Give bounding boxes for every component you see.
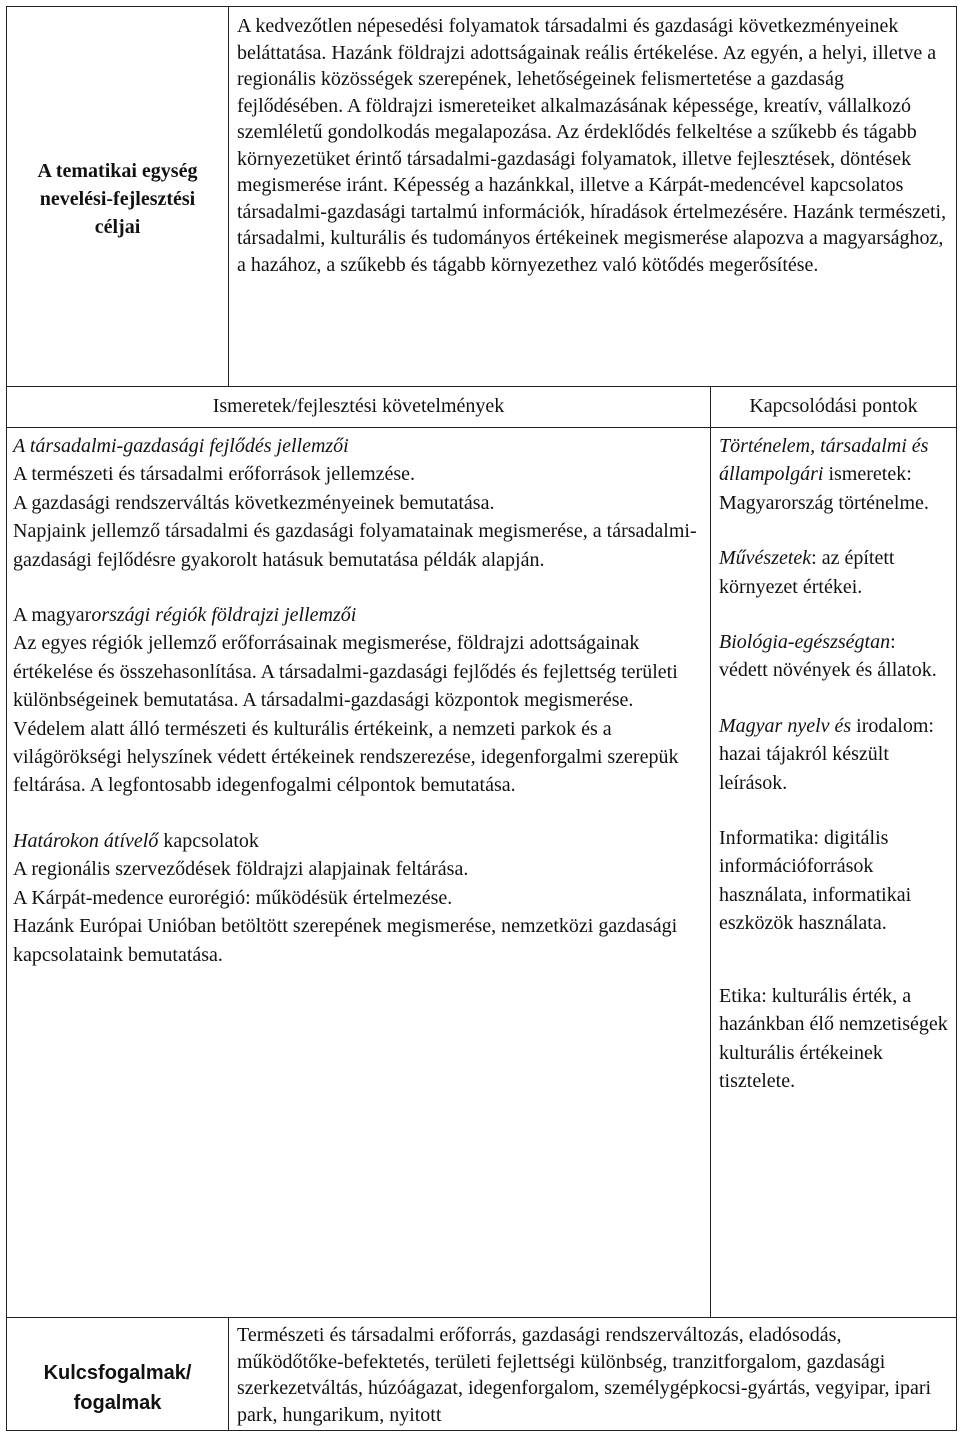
connection-subject: Magyar nyelv és [719,714,852,737]
curriculum-page [6,6,956,1431]
connections-header: Kapcsolódási pontok [711,387,957,428]
connection-arts [719,544,948,601]
requirements-cell [7,428,711,1318]
connection-text: ismeretek: Magyarország történelme. [719,463,929,514]
connection-informatics [719,824,948,938]
connection-literature [719,712,948,797]
section-title [13,601,704,629]
connection-text: : az épített környezet értékei. [719,547,895,598]
section-social-economic [13,432,704,574]
requirement-line: A természeti és társadalmi erőforrások jellemzése. [13,463,416,486]
section-title: A társadalmi-gazdasági fejlődés jellemzői [13,435,349,457]
keywords-label-cell [7,1318,229,1431]
requirement-line: Napjaink jellemző társadalmi és gazdasági folyamatainak megismerése, a társadalmi-gazdasági fejlődésre gyakorolt hatásuk bemutatása példák alapján. [13,520,697,571]
requirement-line: Az egyes régiók jellemző erőforrásainak megismerése, földrajzi adottságainak értékelése és összehasonlítása. A társadalmi-gazdasági fejlődés és fejlettség területi különbségeinek bemutatása. A társadalmi-gazdasági központok megismerése. [13,632,678,712]
keywords-text: Természeti és társadalmi erőforrás, gazdasági rendszerváltozás, eladósodás, működőtőke-befektetés, területi fejlettségi különbség, tranzitforgalom, gazdasági szerkezetváltás, húzóágazat, idegenforgalom, személygépkocsi-gyártás, vegyipar, ipari park, hungarikum, nyitott [229,1318,957,1431]
connection-ethics [719,982,948,1096]
connection-subject: Biológia-egészségtan [719,631,891,654]
keywords-row [7,1318,957,1431]
connection-subject: Művészetek [719,547,812,570]
connection-biology [719,628,948,685]
connections-cell [711,428,957,1318]
section-title [13,827,704,855]
connection-text: Etika: kulturális érték, a hazánkban élő nemzetiségek kulturális értékeinek tisztelete. [719,984,948,1092]
requirement-line: Védelem alatt álló természeti és kulturális értékeink, a nemzeti parkok és a világörökségi helyszínek védett értékeinek rendszerezése, idegenforgalmi szerepük feltárása. A legfontosabb idegenfogalmi célpontok bemutatása. [13,717,679,797]
connection-text: : védett növények és állatok. [719,631,937,682]
goals-label-line: nevelési-fejlesztési [39,188,196,210]
goals-label-cell [7,7,229,387]
connection-history [719,432,948,517]
requirement-line: A Kárpát-medence eurorégió: működésük értelmezése. [13,886,453,909]
keywords-label-line: fogalmak [73,1392,162,1414]
curriculum-table [6,6,957,1431]
requirement-line: Hazánk Európai Unióban betöltött szerepének megismerése, nemzetközi gazdasági kapcsolataink bemutatása. [13,915,678,966]
connection-text: irodalom: hazai tájakról készült leírások. [719,714,934,794]
connection-subject: Történelem, társadalmi és állampolgári [719,435,929,486]
keywords-label-line: Kulcsfogalmak/ [43,1362,192,1384]
requirement-line: A regionális szerveződések földrajzi alapjainak feltárása. [13,858,469,881]
section-regions [13,601,704,800]
section-title-italic: Határokon átívelő [13,829,159,852]
header-row [7,387,957,428]
connection-text: Informatika: digitális információforrások használata, informatikai eszközök használata. [719,827,912,935]
section-cross-border [13,827,704,969]
section-title-plain: A magyar [13,604,92,627]
goals-row [7,7,957,387]
section-title-italic: országi régiók földrajzi jellemzői [91,604,357,627]
section-title-plain: kapcsolatok [158,829,259,852]
requirements-header: Ismeretek/fejlesztési követelmények [7,387,711,428]
goals-label-line: A tematikai egység [37,160,198,182]
goals-text: A kedvezőtlen népesedési folyamatok társadalmi és gazdasági következményeinek beláttatása. Hazánk földrajzi adottságainak reális értékelése. Az egyén, a helyi, illetve a regionális közösségek szerepének, lehetőségeinek felismertetése a gazdaság fejlődésében. A földrajzi ismereteiket alkalmazásának képessége, kreatív, vállalkozó szemléletű gondolkodás megalapozása. Az érdeklődés felkeltése a szűkebb és tágabb környezetüket érintő társadalmi-gazdasági folyamatok, illetve fejlesztések, döntések megismerése iránt. Képesség a hazánkkal, illetve a Kárpát-medencével kapcsolatos társadalmi-gazdasági tartalmú információk, híradások értelmezésére. Hazánk természeti, társadalmi, kulturális és tudományos értékeinek megismerése alapozva a magyarsághoz, a hazához, a szűkebb és tágabb környezethez való kötődés megerősítése. [229,7,957,387]
content-row [7,428,957,1318]
goals-label-line: céljai [94,216,141,238]
requirement-line: A gazdasági rendszerváltás következményeinek bemutatása. [13,491,495,514]
